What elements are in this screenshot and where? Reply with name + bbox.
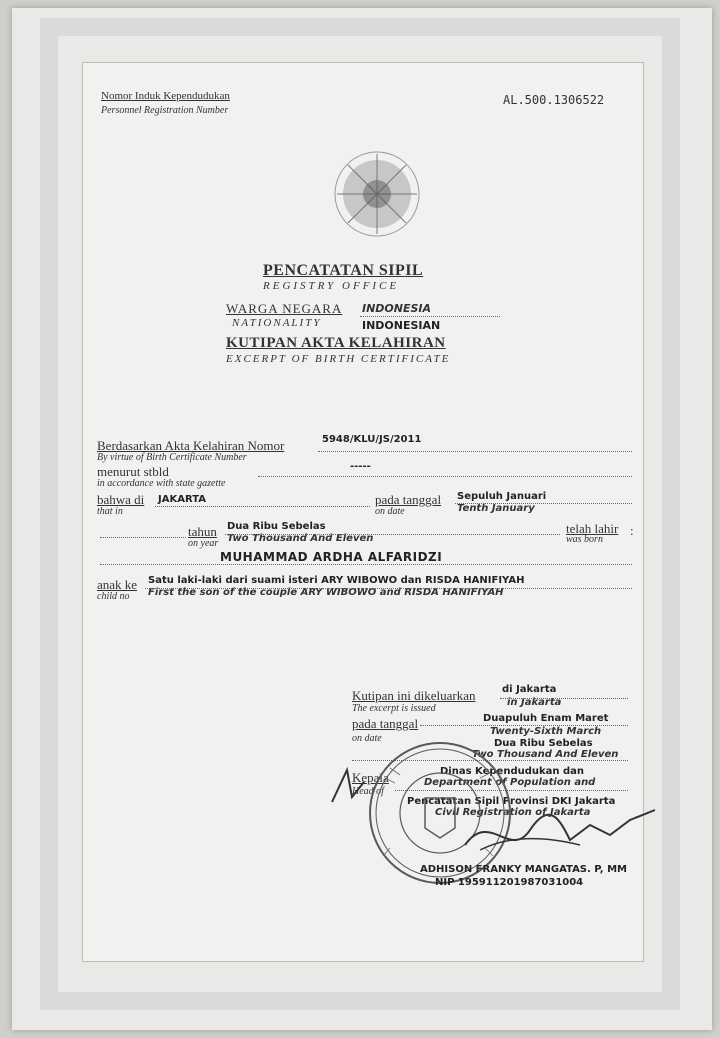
child-no-value-id: Satu laki-laki dari suami isteri ARY WIBOWO dan RISDA HANIFIYAH [148,575,525,586]
child-name: MUHAMMAD ARDHA ALFARIDZI [220,550,443,564]
stbld-value: ----- [350,461,371,472]
nationality-value-id: INDONESIA [362,302,432,315]
stbld-label-id: menurut stbld [97,464,169,479]
cert-number-dotline [318,451,632,452]
nationality-value-en: INDONESIAN [362,319,441,332]
cert-number-label-en: By virtue of Birth Certificate Number [97,452,247,463]
reg-label-id: Nomor Induk Kependudukan [101,90,230,102]
head-label-en: Head of [352,786,384,797]
child-no-dotline [145,588,632,589]
department-en-2: Civil Registration of Jakarta [435,807,591,818]
issued-label-en: The excerpt is issued [352,703,436,714]
issued-date-en-2: Two Thousand And Eleven [472,749,619,760]
stbld-label-en: in accordance with state gazette [97,478,226,489]
stbld-dotline [258,476,632,477]
child-name-dotline [100,564,632,565]
issued-date-id-2: Dua Ribu Sebelas [494,738,593,749]
cert-number-label-id: Berdasarkan Akta Kelahiran Nomor [97,438,285,453]
garuda-emblem-icon [333,150,421,238]
issued-place-en: in Jakarta [507,697,562,708]
year-value-en: Two Thousand And Eleven [227,533,374,544]
year-lead-dotline [100,537,186,538]
nationality-label-en: NATIONALITY [232,317,322,329]
issued-date-dotline [420,725,628,726]
child-no-label-id: anak ke [97,577,138,592]
official-name: ADHISON FRANKY MANGATAS. P, MM [420,864,627,875]
issued-date-id-1: Duapuluh Enam Maret [483,713,609,724]
office-title-id: PENCATATAN SIPIL [263,262,424,279]
issued-place-id: di Jakarta [502,684,557,695]
reg-label-en: Personnel Registration Number [101,105,229,116]
document-title-en: EXCERPT OF BIRTH CERTIFICATE [226,353,451,365]
born-colon: : [630,523,634,538]
document-title-id: KUTIPAN AKTA KELAHIRAN [226,335,446,351]
year-label-id: tahun [188,524,217,539]
place-dotline [155,506,370,507]
department-en: Department of Population and [424,777,596,788]
place-value: JAKARTA [158,494,206,505]
date-value-id: Sepuluh Januari [457,491,547,502]
year-dotline [225,534,560,535]
date-label-en: on date [375,506,405,517]
official-nip: NIP 195911201987031004 [435,877,584,888]
date-value-en: Tenth January [457,503,535,514]
nationality-dotline [360,316,500,317]
date-label-id: pada tanggal [375,492,442,507]
born-label-en: was born [566,534,603,545]
born-label-id: telah lahir [566,521,619,536]
office-title-en: REGISTRY OFFICE [263,280,400,292]
cert-number-value: 5948/KLU/JS/2011 [322,434,422,445]
place-label-id: bahwa di [97,492,145,507]
nationality-label-id: WARGA NEGARA [226,301,343,316]
issued-date-label-en: on date [352,733,382,744]
issued-place-dotline [500,698,628,699]
issued-date-en-1: Twenty-Sixth March [490,726,602,737]
department-id: Dinas Kependudukan dan [440,766,585,777]
issued-date-label-id: pada tanggal [352,716,419,731]
signature-icon [460,790,660,870]
document-number: AL.500.1306522 [503,93,605,107]
issued-label-id: Kutipan ini dikeluarkan [352,688,476,703]
child-no-label-en: child no [97,591,130,602]
initial-mark-icon [322,762,372,812]
department-id-2: Pencatatan Sipil Provinsi DKI Jakarta [407,796,616,807]
date-dotline [455,503,632,504]
year-value-id: Dua Ribu Sebelas [227,521,326,532]
year-label-en: on year [188,538,219,549]
head-label-id: Kepala [352,770,389,785]
place-label-en: that in [97,506,123,517]
child-no-value-en: First the son of the couple ARY WIBOWO and RISDA HANIFIYAH [148,587,504,598]
